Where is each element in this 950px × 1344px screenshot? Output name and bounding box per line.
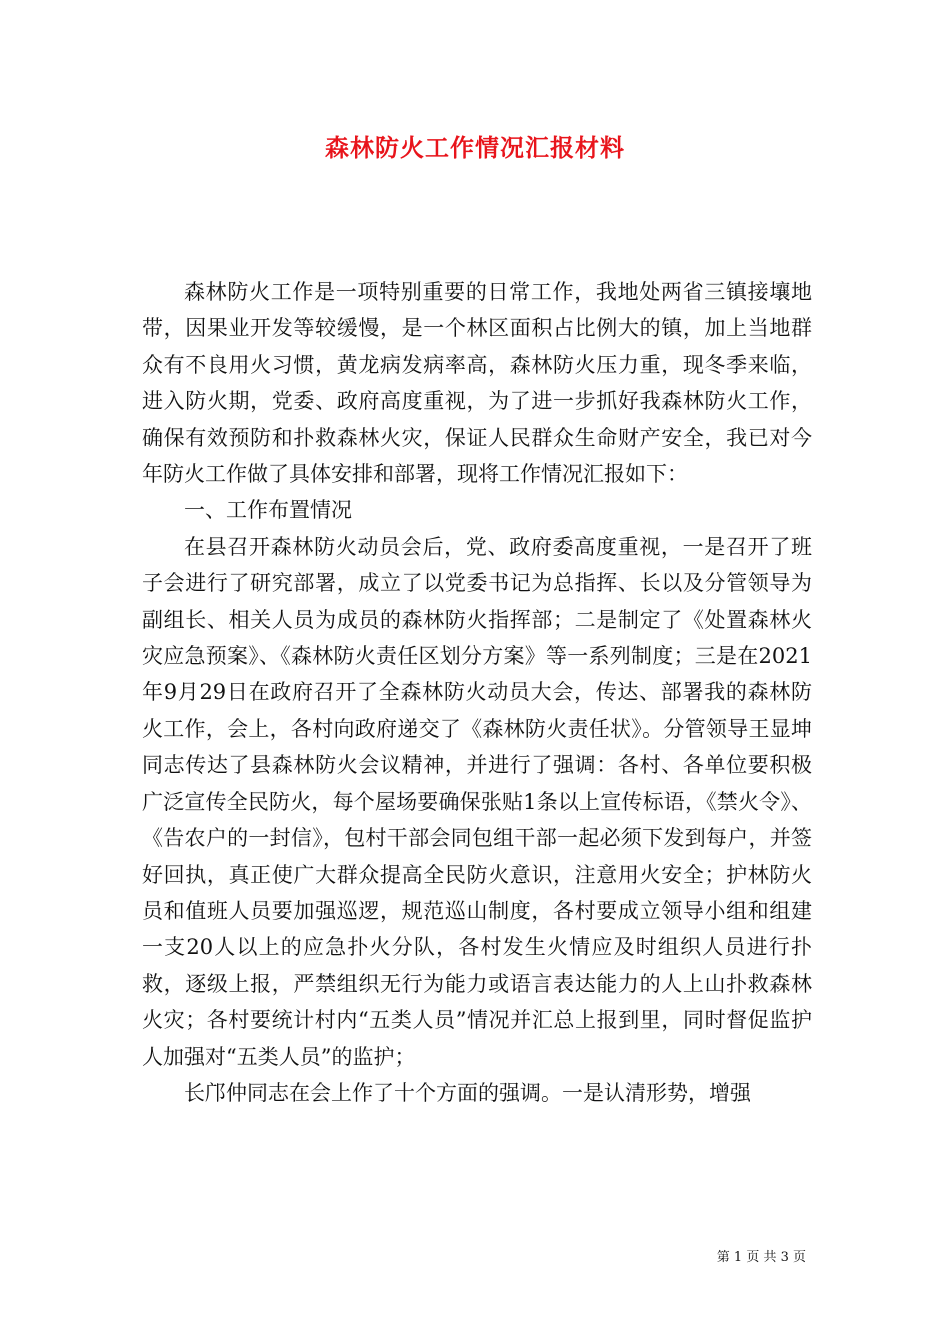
page-number-footer: 第 1 页 共 3 页	[716, 1250, 806, 1265]
document-body	[142, 274, 812, 1111]
paragraph-continuation: 长邝仲同志在会上作了十个方面的强调。一是认清形势，增强	[184, 1080, 751, 1105]
paragraph-intro: 森林防火工作是一项特别重要的日常工作，我地处两省三镇接壤地带，因果业开发等较缓慢，是一个林区面积占比例大的镇，加上当地群众有不良用火习惯，黄龙病发病率高，森林防火压力重，现冬季来临，进入防火期，党委、政府高度重视，为了进一步抓好我森林防火工作，确保有效预防和扑救森林火灾，保证人民群众生命财产安全，我已对今年防火工作做了具体安排和部署，现将工作情况汇报如下：	[142, 280, 812, 487]
paragraph-section-1: 在县召开森林防火动员会后，党、政府委高度重视，一是召开了班子会进行了研究部署，成立了以党委书记为总指挥、长以及分管领导为副组长、相关人员为成员的森林防火指挥部；二是制定了《处置森林火灾应急预案》、《森林防火责任区划分方案》等一系列制度；三是在2021年9月29日在政府召开了全森林防火动员大会，传达、部署我的森林防火工作，会上，各村向政府递交了《森林防火责任状》。分管领导王显坤同志传达了县森林防火会议精神，并进行了强调：各村、各单位要积极广泛宣传全民防火，每个屋场要确保张贴1条以上宣传标语，《禁火令》、《告农户的一封信》，包村干部会同包组干部一起必须下发到每户，并签好回执，真正使广大群众提高全民防火意识，注意用火安全；护林防火员和值班人员要加强巡逻，规范巡山制度，各村要成立领导小组和组建一支20人以上的应急扑火分队，各村发生火情应及时组织人员进行扑救，逐级上报，严禁组织无行为能力或语言表达能力的人上山扑救森林火灾；各村要统计村内“五类人员”情况并汇总上报到里，同时督促监护人加强对“五类人员”的监护；	[142, 534, 812, 1069]
document-title: 森林防火工作情况汇报材料	[325, 133, 625, 162]
section-heading-1: 一、工作布置情况	[184, 498, 352, 523]
